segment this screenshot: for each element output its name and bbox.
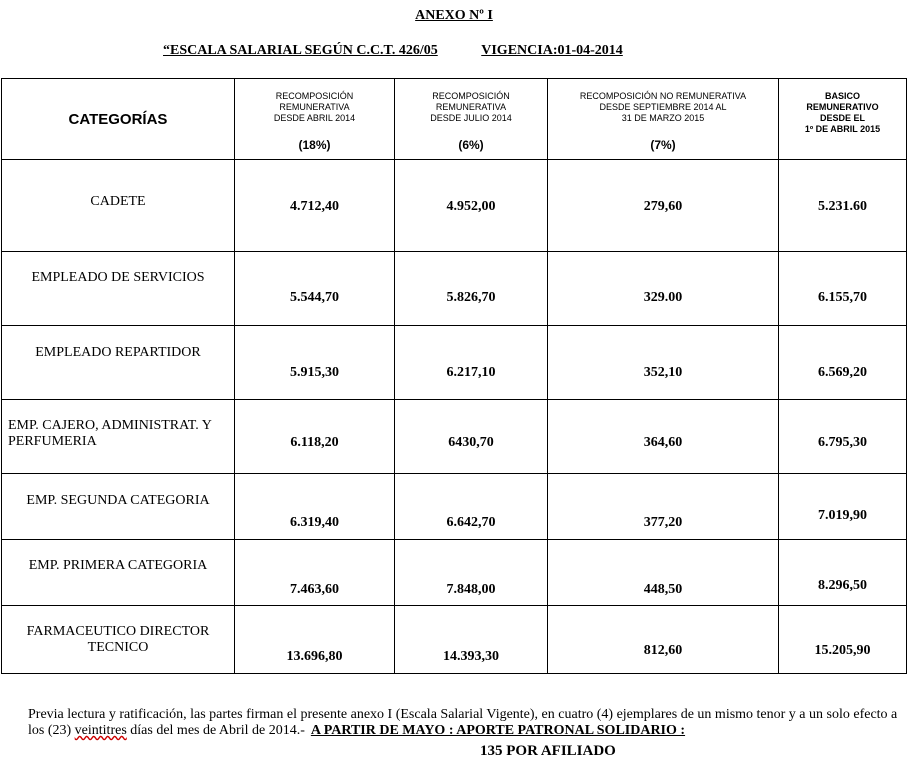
value-cell: 6.217,10 [395,326,548,400]
header-col-1-pct: (18%) [298,138,331,152]
header-col-1-line2: REMUNERATIVA [279,102,350,112]
salary-table [1,78,907,674]
escala-text: “ESCALA SALARIAL SEGÚN C.C.T. 426/05 [163,43,438,58]
header-col-4-line2: REMUNERATIVO [806,102,879,112]
table-row [2,252,907,326]
header-col-2-pct: (6%) [458,138,484,152]
value-cell: 6.569,20 [779,326,907,400]
header-col-2 [395,79,548,160]
header-col-4-line1: BASICO [824,91,860,101]
footer-text-wavy: veintitres [74,723,127,738]
header-col-3-line2: DESDE SEPTIEMBRE 2014 AL [599,102,727,112]
value-cell: 7.019,90 [779,474,907,540]
value-cell: 279,60 [548,160,779,252]
category-name: EMP. PRIMERA CATEGORIA [2,540,235,606]
value-cell: 6430,70 [395,400,548,474]
title-text: ANEXO Nº I [415,8,493,23]
footer-text-a: Previa lectura y ratificación, las partes firman el presente anexo I (Escala Salarial Vigente), en cuatro (4) ejemplares de un mismo tenor y a un solo efecto a los (23) [28,707,898,738]
header-col-1 [235,79,395,160]
header-col-1-line1: RECOMPOSICIÓN [275,91,354,101]
category-name: EMPLEADO DE SERVICIOS [2,252,235,326]
value-cell: 4.712,40 [235,160,395,252]
value-cell: 448,50 [548,540,779,606]
category-name: FARMACEUTICO DIRECTOR TECNICO [2,606,235,674]
header-col-3-line3: 31 DE MARZO 2015 [621,113,705,123]
header-col-4-line3: DESDE EL [819,113,865,123]
table-row [2,540,907,606]
value-cell: 6.795,30 [779,400,907,474]
category-name: CADETE [2,160,235,252]
header-col-4-line4: 1º DE ABRIL 2015 [804,124,881,134]
value-cell: 5.231.60 [779,160,907,252]
value-cell: 14.393,30 [395,606,548,674]
value-cell: 812,60 [548,606,779,674]
header-col-2-line1: RECOMPOSICIÓN [432,91,510,101]
footer-paragraph [28,707,903,739]
vigencia-text: VIGENCIA:01-04-2014 [481,43,623,58]
document-title [0,8,908,24]
header-categorias: CATEGORÍAS [2,79,235,160]
header-col-3-pct: (7%) [650,138,676,152]
header-col-3 [548,79,779,160]
table-row [2,160,907,252]
value-cell: 7.463,60 [235,540,395,606]
table-row [2,474,907,540]
value-cell: 5.826,70 [395,252,548,326]
footer-text-b: días del mes de Abril de 2014.- [126,723,305,738]
value-cell: 377,20 [548,474,779,540]
afiliado-text: 135 POR AFILIADO [480,743,616,759]
header-row [2,79,907,160]
value-cell: 7.848,00 [395,540,548,606]
category-name: EMP. CAJERO, ADMINISTRAT. Y PERFUMERIA [2,400,235,474]
value-cell: 5.544,70 [235,252,395,326]
value-cell: 6.319,40 [235,474,395,540]
value-cell: 352,10 [548,326,779,400]
aporte-text: A PARTIR DE MAYO : APORTE PATRONAL SOLIDARIO : [310,723,686,738]
value-cell: 8.296,50 [779,540,907,606]
value-cell: 5.915,30 [235,326,395,400]
category-name: EMPLEADO REPARTIDOR [2,326,235,400]
table-row [2,606,907,674]
value-cell: 6.118,20 [235,400,395,474]
header-col-2-line3: DESDE JULIO 2014 [430,113,512,123]
value-cell: 364,60 [548,400,779,474]
value-cell: 6.642,70 [395,474,548,540]
header-col-4 [779,79,907,160]
header-col-2-line2: REMUNERATIVA [435,102,507,112]
table-row [2,400,907,474]
category-name: EMP. SEGUNDA CATEGORIA [2,474,235,540]
value-cell: 329.00 [548,252,779,326]
document-subtitle [163,43,623,59]
value-cell: 4.952,00 [395,160,548,252]
value-cell: 13.696,80 [235,606,395,674]
table-row [2,326,907,400]
header-col-3-line1: RECOMPOSICIÓN NO REMUNERATIVA [579,91,747,101]
value-cell: 15.205,90 [779,606,907,674]
header-col-1-line3: DESDE ABRIL 2014 [273,113,356,123]
value-cell: 6.155,70 [779,252,907,326]
